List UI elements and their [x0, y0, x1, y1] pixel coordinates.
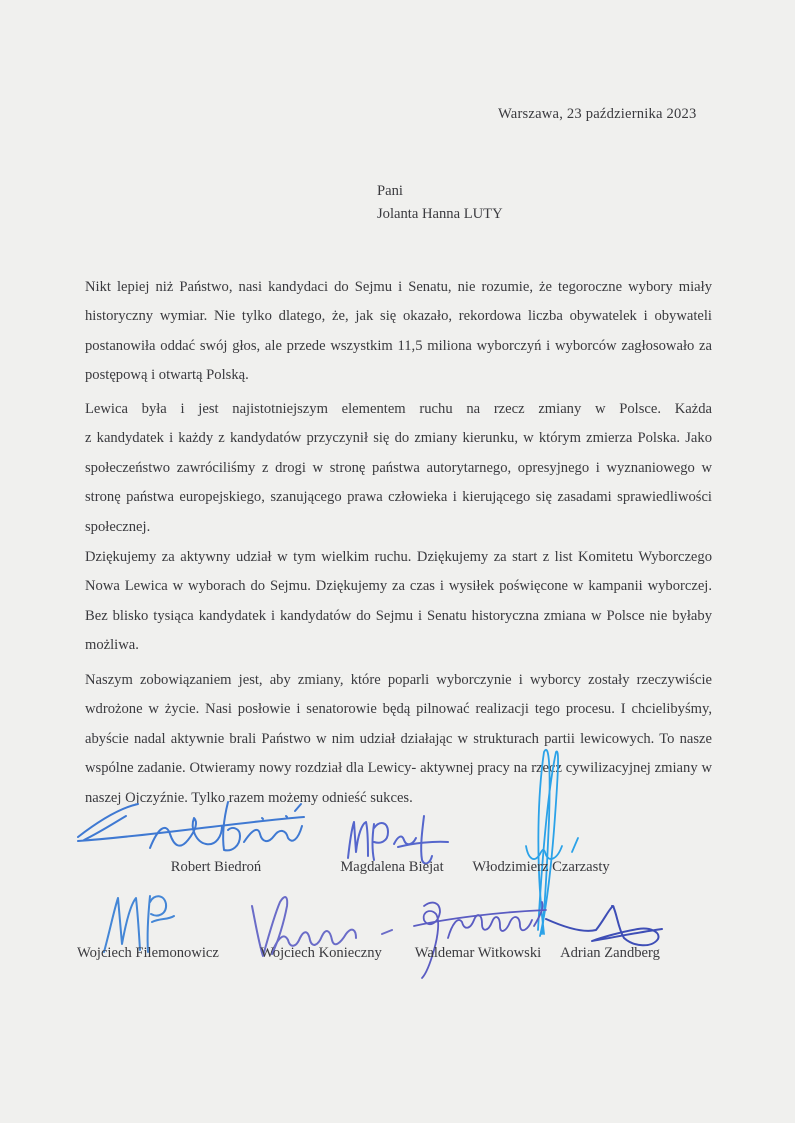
paragraph-2 [85, 395, 712, 542]
signature-adrian-zandberg-icon [546, 906, 662, 945]
signature-name-wojciech-konieczny: Wojciech Konieczny [260, 945, 382, 961]
recipient-salutation: Pani [377, 183, 403, 199]
paragraph-line: z kandydatek i każdy z kandydatów przyczynił się do zmiany kierunku, w którym zmierza Polska. Jako [85, 430, 712, 447]
paragraph-line: Nowa Lewica w wyborach do Sejmu. Dziękujemy za czas i wysiłek poświęcone w kampanii wyborczej. [85, 578, 712, 595]
paragraph-line: abyście nadal aktywnie brali Państwo w nim udział działając w strukturach partii lewicowych. To nasze [85, 730, 712, 747]
paragraph-line: Lewica była i jest najistotniejszym elementem ruchu na rzecz zmiany w Polsce. Każda [85, 401, 712, 417]
paragraph-line: społeczeństwo zawróciliśmy z drogi w stronę państwa autorytarnego, opresyjnego i wyznaniowego w [85, 459, 712, 476]
paragraph-line: stronę państwa europejskiego, szanującego prawa człowieka i kierującego się zasadami sprawiedliwości [85, 489, 712, 506]
paragraph-line: społecznej. [85, 518, 151, 535]
letter-date: Warszawa, 23 października 2023 [498, 106, 697, 122]
paragraph-line: wdrożone w życie. Nasi posłowie i senatorowie będą pilnować realizacji tego procesu. I chcielibyśmy, [85, 701, 712, 718]
signature-name-magdalena-biejat: Magdalena Biejat [340, 859, 444, 875]
paragraph-line: postępową i otwartą Polską. [85, 367, 249, 384]
signature-name-robert-biedron: Robert Biedroń [170, 859, 262, 875]
paragraph-line: historyczny wymiar. Nie tylko dlatego, że, jak się okazało, rekordowa liczba obywatelek i obywateli [85, 308, 712, 325]
recipient-name: Jolanta Hanna LUTY [377, 206, 503, 222]
signature-magdalena-biejat-icon [348, 816, 448, 863]
signature-name-adrian-zandberg: Adrian Zandberg [560, 945, 660, 961]
paragraph-3 [85, 543, 712, 661]
paragraph-line: możliwa. [85, 637, 139, 654]
signature-name-wojciech-filemonowicz: Wojciech Filemonowicz [77, 945, 219, 961]
paragraph-line: postanowiła oddać swój głos, ale przede wszystkim 11,5 miliona wyborczyń i wyborców zagłosowało za [85, 337, 712, 354]
recipient-block [377, 180, 503, 226]
signature-waldemar-witkowski-icon [414, 902, 546, 978]
paragraph-line: Dziękujemy za aktywny udział w tym wielkim ruchu. Dziękujemy za start z list Komitetu Wyborczego [85, 549, 712, 565]
signature-name-wlodzimierz-czarzasty: Włodzimierz Czarzasty [472, 859, 610, 875]
paragraph-line: naszej Ojczyźnie. Tylko razem możemy odnieść sukces. [85, 789, 413, 806]
paragraph-line: Bez blisko tysiąca kandydatek i kandydatów do Sejmu i Senatu historyczna zmiana w Polsce nie byłaby [85, 607, 712, 624]
paragraph-1 [85, 273, 712, 391]
paragraph-line: Nikt lepiej niż Państwo, nasi kandydaci do Sejmu i Senatu, nie rozumie, że tegoroczne wybory miały [85, 279, 712, 295]
signature-name-waldemar-witkowski: Waldemar Witkowski [414, 945, 542, 961]
paragraph-line: wspólne zadanie. Otwieramy nowy rozdział dla Lewicy- aktywnej pracy na rzecz cywilizacyjnej zmiany w [85, 760, 712, 777]
paragraph-line: Naszym zobowiązaniem jest, aby zmiany, które poparli wyborczynie i wyborcy zostały rzeczywiście [85, 672, 712, 688]
paragraph-4 [85, 666, 712, 813]
